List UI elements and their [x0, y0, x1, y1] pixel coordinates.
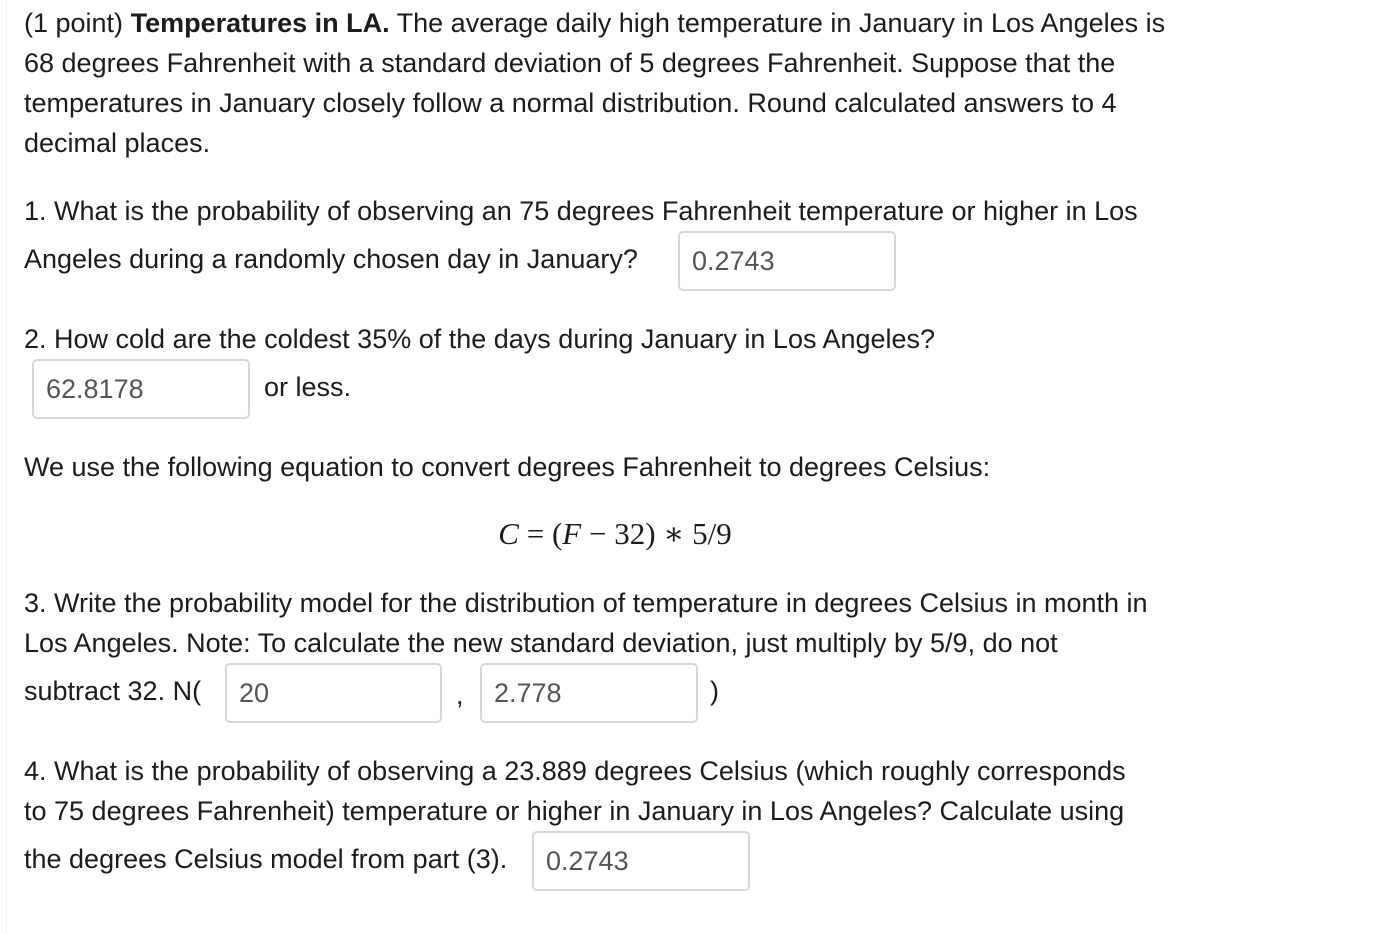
q3-line-3-prefix: subtract 32. N( [24, 676, 202, 706]
problem-title: Temperatures in LA. [130, 8, 390, 38]
intro-line-2: 68 degrees Fahrenheit with a standard deviation of 5 degrees Fahrenheit. Suppose that the [24, 48, 1116, 78]
q2-suffix: or less. [264, 372, 352, 402]
q1-line-2: Angeles during a randomly chosen day in January? [24, 244, 638, 274]
left-border [6, 0, 7, 934]
equation-var-c: C [498, 516, 519, 551]
question-3 [24, 583, 1224, 663]
q3-close-paren: ) [710, 676, 719, 706]
q3-line-2: Los Angeles. Note: To calculate the new standard deviation, just multiply by 5/9, do not [24, 628, 1058, 658]
equation-minus: − [588, 516, 607, 551]
intro-line-4: decimal places. [24, 128, 211, 158]
equation-fraction: 5/9 [692, 516, 732, 551]
q1-line-1: 1. What is the probability of observing an 75 degrees Fahrenheit temperature or higher in Los [24, 196, 1138, 226]
question-2 [24, 319, 1224, 359]
q3-separator: , [456, 680, 464, 710]
intro-text-1: The average daily high temperature in January in Los Angeles is [396, 8, 1166, 38]
equation-var-f: F [562, 516, 582, 551]
problem-intro [24, 3, 1224, 163]
question-1 [24, 191, 1224, 231]
q4-line-2: to 75 degrees Fahrenheit) temperature or higher in January in Los Angeles? Calculate using [24, 796, 1125, 826]
equation-intro [24, 447, 1224, 487]
equation-equals: = [526, 516, 545, 551]
conversion-equation [0, 512, 1230, 556]
q2-line-1: 2. How cold are the coldest 35% of the days during January in Los Angeles? [24, 324, 936, 354]
equation-times: ∗ [663, 516, 685, 551]
equation-open-paren: ( [551, 516, 563, 551]
intro-line-3: temperatures in January closely follow a normal distribution. Round calculated answers to 4 [24, 88, 1117, 118]
equation-intro-text: We use the following equation to convert degrees Fahrenheit to degrees Celsius: [24, 452, 991, 482]
q3-mean-field[interactable]: 20 [225, 663, 442, 723]
q4-answer-field[interactable]: 0.2743 [532, 831, 750, 891]
q2-answer-field[interactable]: 62.8178 [32, 359, 250, 419]
point-label: (1 point) [24, 8, 124, 38]
q1-answer-field[interactable]: 0.2743 [678, 231, 896, 291]
question-4 [24, 751, 1224, 831]
equation-constant: 32) [614, 516, 656, 551]
q3-line-1: 3. Write the probability model for the distribution of temperature in degrees Celsius in month in [24, 588, 1148, 618]
intro-line-1 [24, 3, 1224, 43]
q4-line-3: the degrees Celsius model from part (3). [24, 844, 508, 874]
q4-line-1: 4. What is the probability of observing a 23.889 degrees Celsius (which roughly corresponds [24, 756, 1126, 786]
q3-sd-field[interactable]: 2.778 [480, 663, 698, 723]
